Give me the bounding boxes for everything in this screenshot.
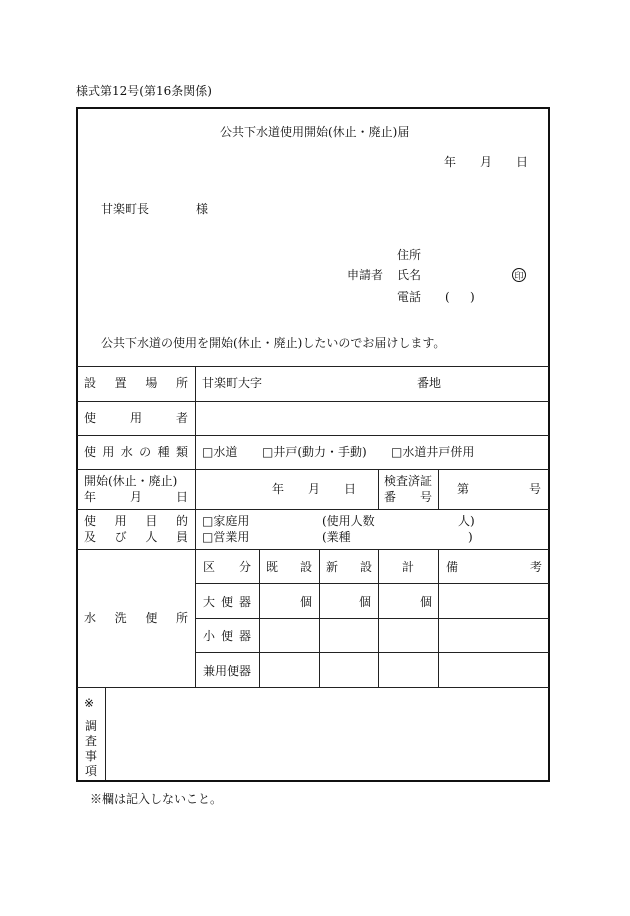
toilet-unit-total: 個 [420,595,433,609]
form-number: 様式第12号(第16条関係) [76,84,212,98]
survey-mark: ※ [84,696,95,710]
phone-paren-open: ( [445,290,450,304]
rule [438,469,439,509]
applicant-role: 申請者 [347,268,384,282]
start-day: 日 [344,482,357,496]
water-option-combined[interactable]: □水道井戸併用 [391,445,475,459]
start-month: 月 [308,482,321,496]
start-label-line2: 年 月 日 [84,490,188,504]
purpose-label-line2: 及 び 人 員 [84,530,188,544]
purpose-option-home[interactable]: □家庭用 [202,514,250,528]
date-month: 月 [480,155,493,169]
rule [77,509,549,510]
toilet-kind-combined: 兼 用 便 器 [203,664,252,678]
addressee-name: 甘楽町長 [101,202,150,216]
rule [196,652,549,653]
toilet-header-new: 新 設 [326,560,372,574]
rule [77,401,549,402]
toilet-kind-large: 大 便 器 [203,595,251,609]
toilet-kind-small: 小 便 器 [203,629,251,643]
purpose-label-line1: 使 用 目 的 [84,514,188,528]
rule [196,618,549,619]
water-option-well[interactable]: □井戸(動力・手動) [262,445,367,459]
phone-label: 電話 [397,290,422,304]
rule [77,469,549,470]
water-type-label: 使 用 水 の 種 類 [84,445,188,459]
toilet-header-remarks: 備 考 [446,560,542,574]
cert-label-2: 番 号 [384,490,432,504]
addressee-honorific: 様 [196,202,209,216]
rule [438,549,439,687]
survey-label: 調査事項 [84,719,97,778]
rule [77,549,549,550]
location-prefix: 甘楽町大字 [202,376,263,390]
water-option-tap[interactable]: □水道 [202,445,238,459]
toilet-label: 水 洗 便 所 [84,611,188,625]
date-year: 年 [444,155,457,169]
toilet-header-category: 区 分 [203,560,251,574]
cert-go: 号 [529,482,542,496]
business-open: (業種 [322,530,351,544]
location-suffix: 番地 [417,376,442,390]
phone-paren-close: ) [470,290,475,304]
location-label: 設 置 場 所 [84,376,188,390]
rule [319,549,320,687]
rule [105,687,106,780]
rule [77,366,549,367]
purpose-option-business[interactable]: □営業用 [202,530,250,544]
seal-mark: 印 [512,268,526,282]
address-label: 住所 [397,248,422,262]
rule [259,549,260,687]
toilet-header-total: 計 [402,560,415,574]
people-open: (使用人数 [322,514,375,528]
rule [77,687,549,688]
toilet-unit-new: 個 [359,595,372,609]
cert-dai: 第 [457,482,470,496]
rule [77,435,549,436]
people-unit: 人) [458,514,475,528]
footnote: ※欄は記入しないこと。 [90,792,223,806]
business-close: ) [468,530,473,544]
toilet-unit-existing: 個 [300,595,313,609]
rule [378,469,379,509]
name-label: 氏名 [397,268,422,282]
form-title: 公共下水道使用開始(休止・廃止)届 [220,125,410,139]
rule [196,583,549,584]
user-label: 使 用 者 [84,411,188,425]
rule [195,366,196,687]
start-label-line1: 開始(休止・廃止) [84,474,178,488]
cert-label-1: 検 査 済 証 [384,474,433,488]
toilet-header-existing: 既 設 [266,560,312,574]
date-day: 日 [516,155,529,169]
rule [378,549,379,687]
statement: 公共下水道の使用を開始(休止・廃止)したいのでお届けします。 [101,336,446,350]
start-year: 年 [272,482,285,496]
